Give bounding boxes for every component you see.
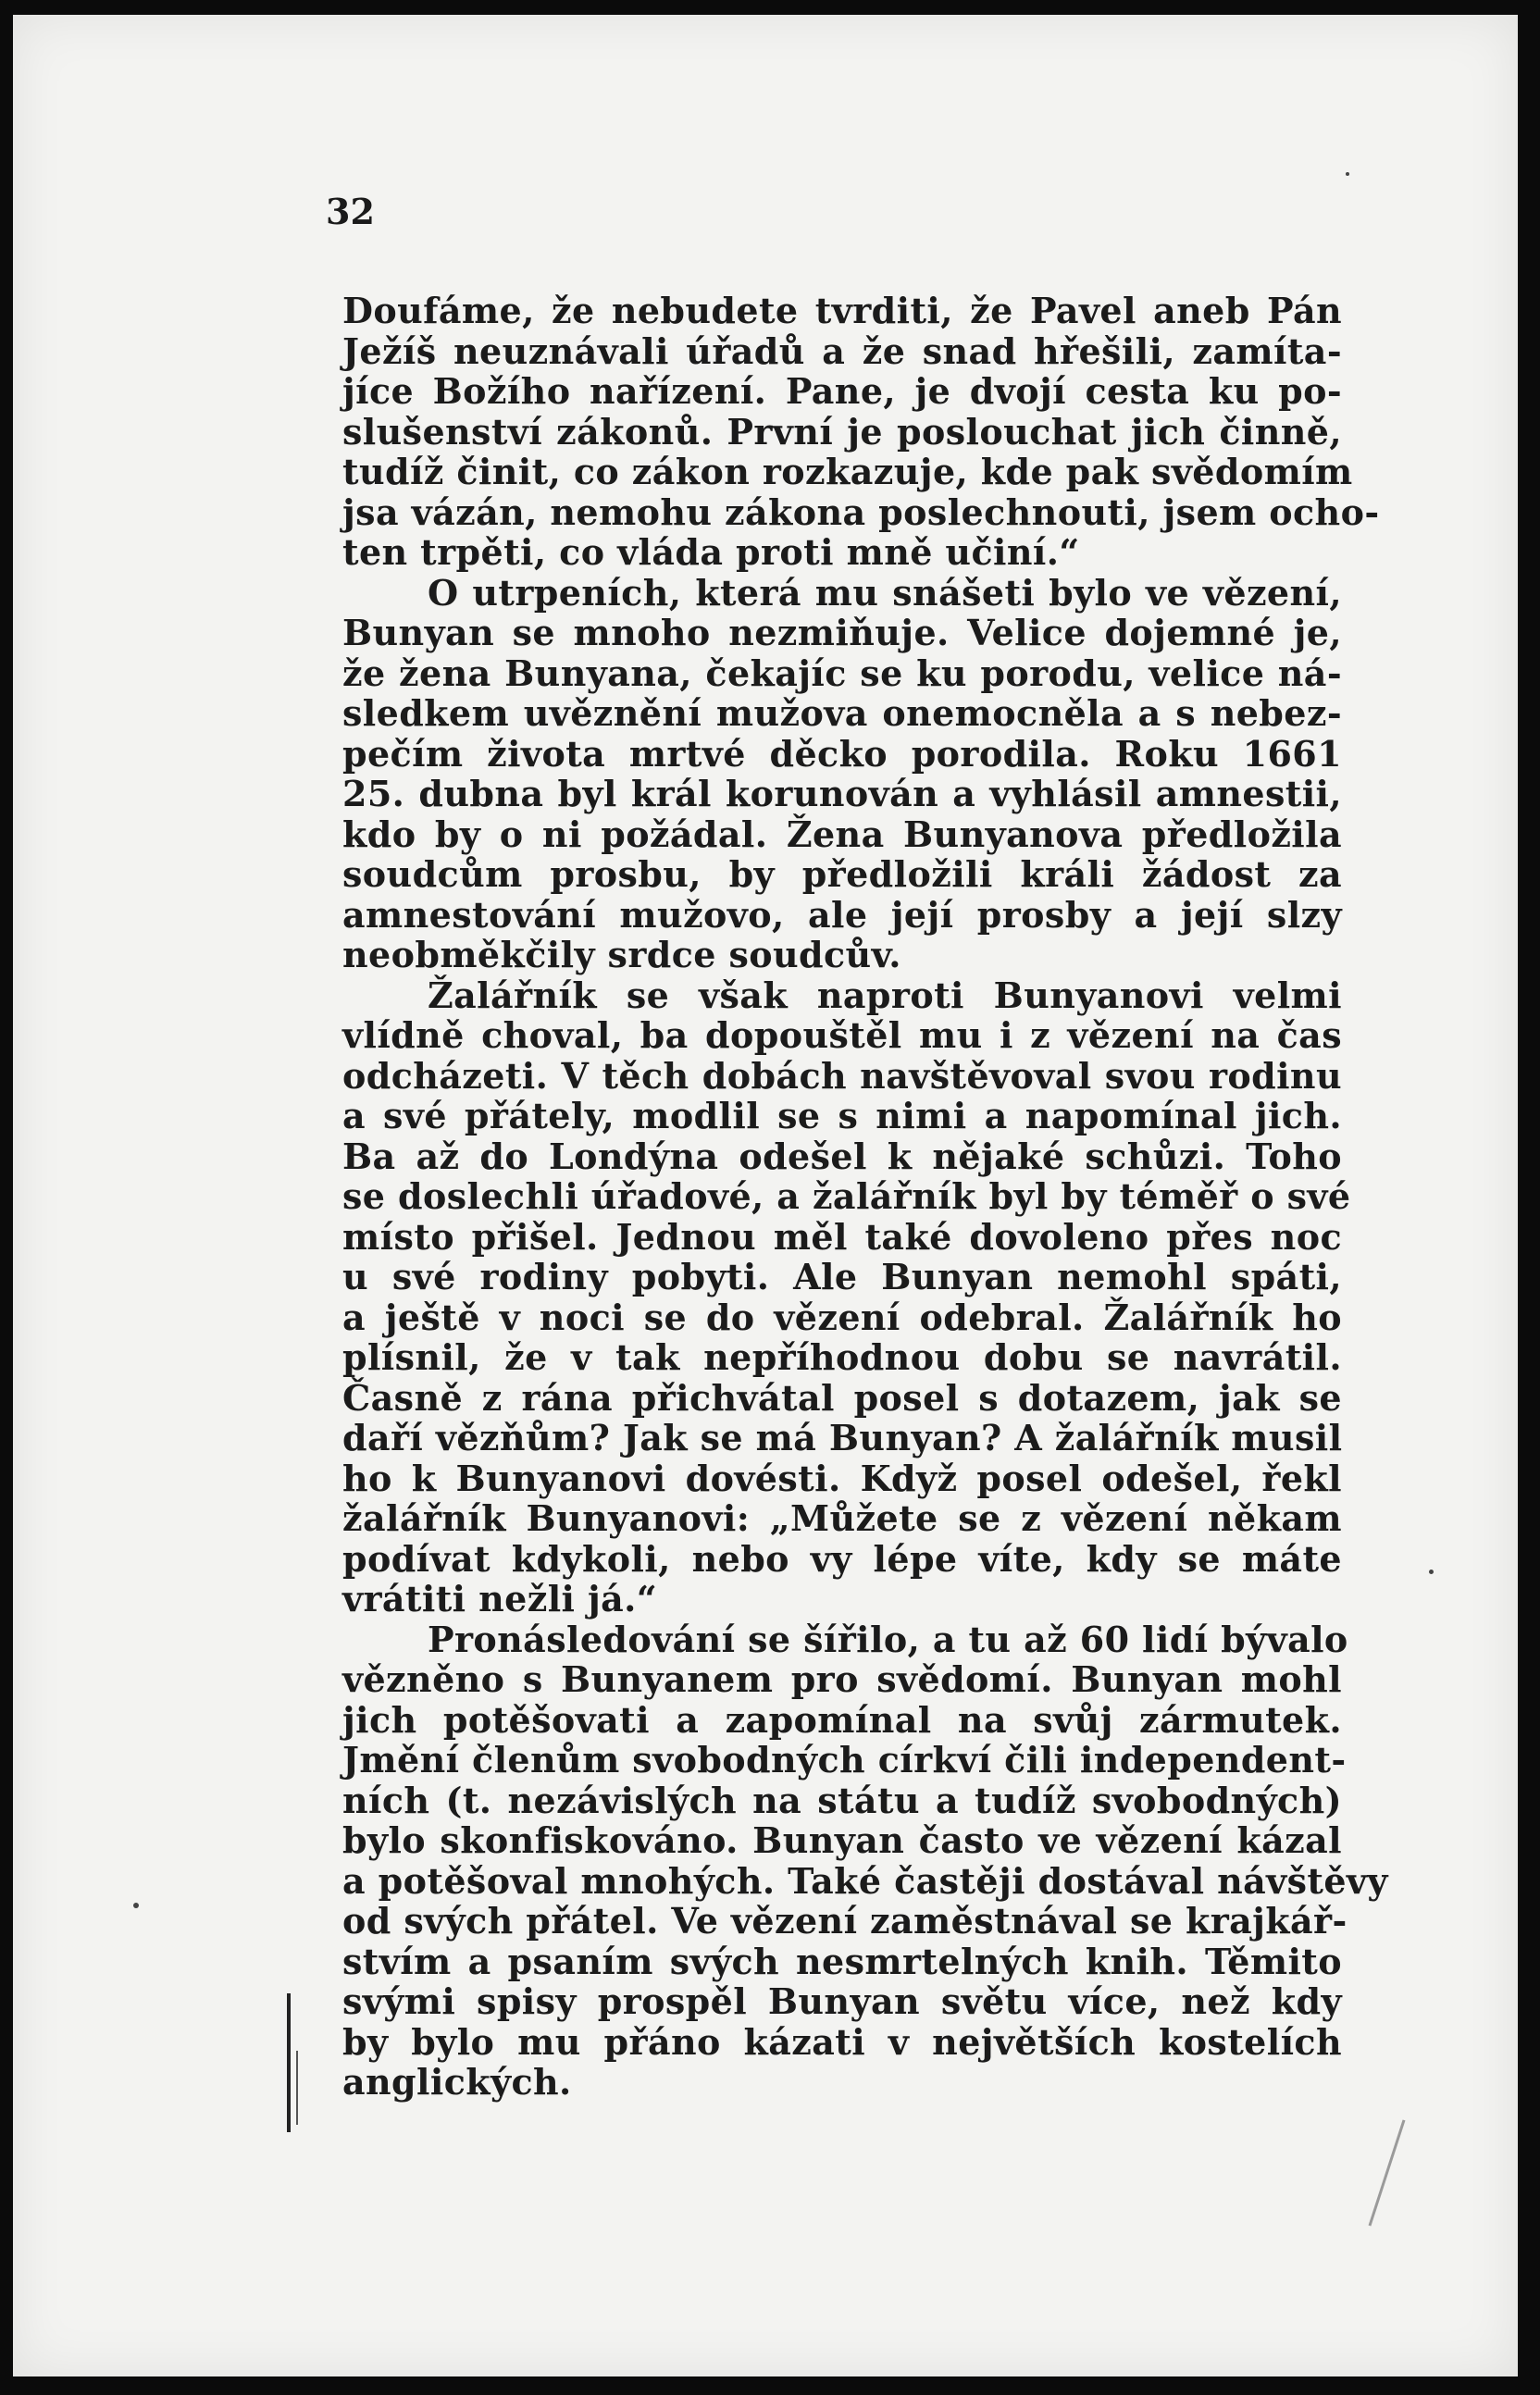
text-line: kdo by o ni požádal. Žena Bunyanova předložila bbox=[342, 813, 1342, 855]
text-line: místo přišel. Jednou měl také dovoleno přes noc bbox=[342, 1215, 1342, 1258]
text-line: vězněno s Bunyanem pro svědomí. Bunyan mohl bbox=[342, 1658, 1342, 1700]
page bbox=[13, 15, 1518, 2376]
text-line: plísnil, že v tak nepříhodnou dobu se navrátil. bbox=[342, 1336, 1342, 1378]
text-line: 25. dubna byl král korunován a vyhlásil amnestii, bbox=[342, 773, 1342, 814]
body-text bbox=[342, 290, 1388, 2103]
text-line: amnestování mužovo, ale její prosby a její slzy bbox=[342, 893, 1342, 936]
text-line: ho k Bunyanovi dovésti. Když posel odešel, řekl bbox=[342, 1457, 1342, 1499]
text-line: Jmění členům svobodných církví čili independent- bbox=[342, 1739, 1347, 1781]
text-line: O utrpeních, která mu snášeti bylo ve vězení, bbox=[428, 571, 1342, 614]
dust-speck bbox=[133, 1903, 139, 1908]
margin-mark bbox=[296, 2051, 298, 2125]
text-line: odcházeti. V těch dobách navštěvoval svou rodinu bbox=[342, 1054, 1342, 1097]
text-line: tudíž činit, co zákon rozkazuje, kde pak svědomím bbox=[342, 451, 1353, 492]
text-line: Doufáme, že nebudete tvrditi, že Pavel aneb Pán bbox=[342, 290, 1342, 331]
text-line: a ještě v noci se do vězení odebral. Žalářník ho bbox=[342, 1296, 1342, 1338]
text-line: ten trpěti, co vláda proti mně učiní.“ bbox=[342, 531, 1080, 573]
text-line: pečím života mrtvé děcko porodila. Roku 1661 bbox=[342, 732, 1342, 775]
text-line: od svých přátel. Ve vězení zaměstnával se krajkář- bbox=[342, 1900, 1348, 1942]
text-line: daří vězňům? Jak se má Bunyan? A žalářník musil bbox=[342, 1417, 1343, 1458]
text-line: anglických. bbox=[342, 2061, 572, 2103]
text-line: žalářník Bunyanovi: „Můžete se z vězení někam bbox=[342, 1497, 1342, 1539]
text-line: svými spisy prospěl Bunyan světu více, než kdy bbox=[342, 1980, 1342, 2022]
scratch-mark bbox=[1369, 2119, 1406, 2226]
text-line: Ježíš neuznávali úřadů a že snad hřešili, zamíta- bbox=[342, 329, 1342, 372]
text-line: stvím a psaním svých nesmrtelných knih. Těmito bbox=[342, 1940, 1342, 1982]
text-line: Žalářník se však naproti Bunyanovi velmi bbox=[428, 974, 1342, 1016]
text-line: neobměkčily srdce soudcův. bbox=[342, 934, 901, 975]
text-line: že žena Bunyana, čekajíc se ku porodu, velice ná- bbox=[342, 651, 1342, 694]
dust-speck bbox=[1429, 1570, 1434, 1574]
text-line: vlídně choval, ba dopouštěl mu i z vězení na čas bbox=[342, 1014, 1342, 1056]
text-line: Pronásledování se šířilo, a tu až 60 lidí bývalo bbox=[428, 1618, 1348, 1660]
text-line: ních (t. nezávislých na státu a tudíž svobodných) bbox=[342, 1779, 1342, 1821]
text-line: podívat kdykoli, nebo vy lépe víte, kdy se máte bbox=[342, 1537, 1342, 1580]
text-line: Časně z rána přichvátal posel s dotazem, jak se bbox=[342, 1376, 1342, 1419]
text-line: bylo skonfiskováno. Bunyan často ve vězení kázal bbox=[342, 1819, 1342, 1861]
text-line: jsa vázán, nemohu zákona poslechnouti, jsem ocho- bbox=[342, 490, 1380, 533]
text-line: jíce Božího nařízení. Pane, je dvojí cesta ku po- bbox=[342, 370, 1342, 412]
margin-mark bbox=[287, 1993, 291, 2132]
text-line: a potěšoval mnohých. Také častěji dostával návštěvy bbox=[342, 1859, 1388, 1902]
text-line: u své rodiny pobyti. Ale Bunyan nemohl spáti, bbox=[342, 1256, 1342, 1297]
text-line: vrátiti nežli já.“ bbox=[342, 1578, 658, 1619]
text-line: se doslechli úřadové, a žalářník byl by téměř o své bbox=[342, 1175, 1351, 1217]
text-line: a své přátely, modlil se s nimi a napomínal jich. bbox=[342, 1095, 1342, 1136]
text-line: soudcům prosbu, by předložili králi žádost za bbox=[342, 853, 1342, 895]
text-line: jich potěšovati a zapomínal na svůj zármutek. bbox=[342, 1698, 1342, 1741]
page-number: 32 bbox=[326, 191, 375, 232]
text-line: Ba až do Londýna odešel k nějaké schůzi. Toho bbox=[342, 1135, 1342, 1177]
text-line: Bunyan se mnoho nezmiňuje. Velice dojemné je, bbox=[342, 612, 1342, 653]
text-line: sledkem uvěznění mužova onemocněla a s nebez- bbox=[342, 692, 1342, 734]
dust-speck bbox=[1346, 172, 1349, 176]
text-line: slušenství zákonů. První je poslouchat jich činně, bbox=[342, 410, 1342, 453]
text-line: by bylo mu přáno kázati v největších kostelích bbox=[342, 2020, 1342, 2063]
